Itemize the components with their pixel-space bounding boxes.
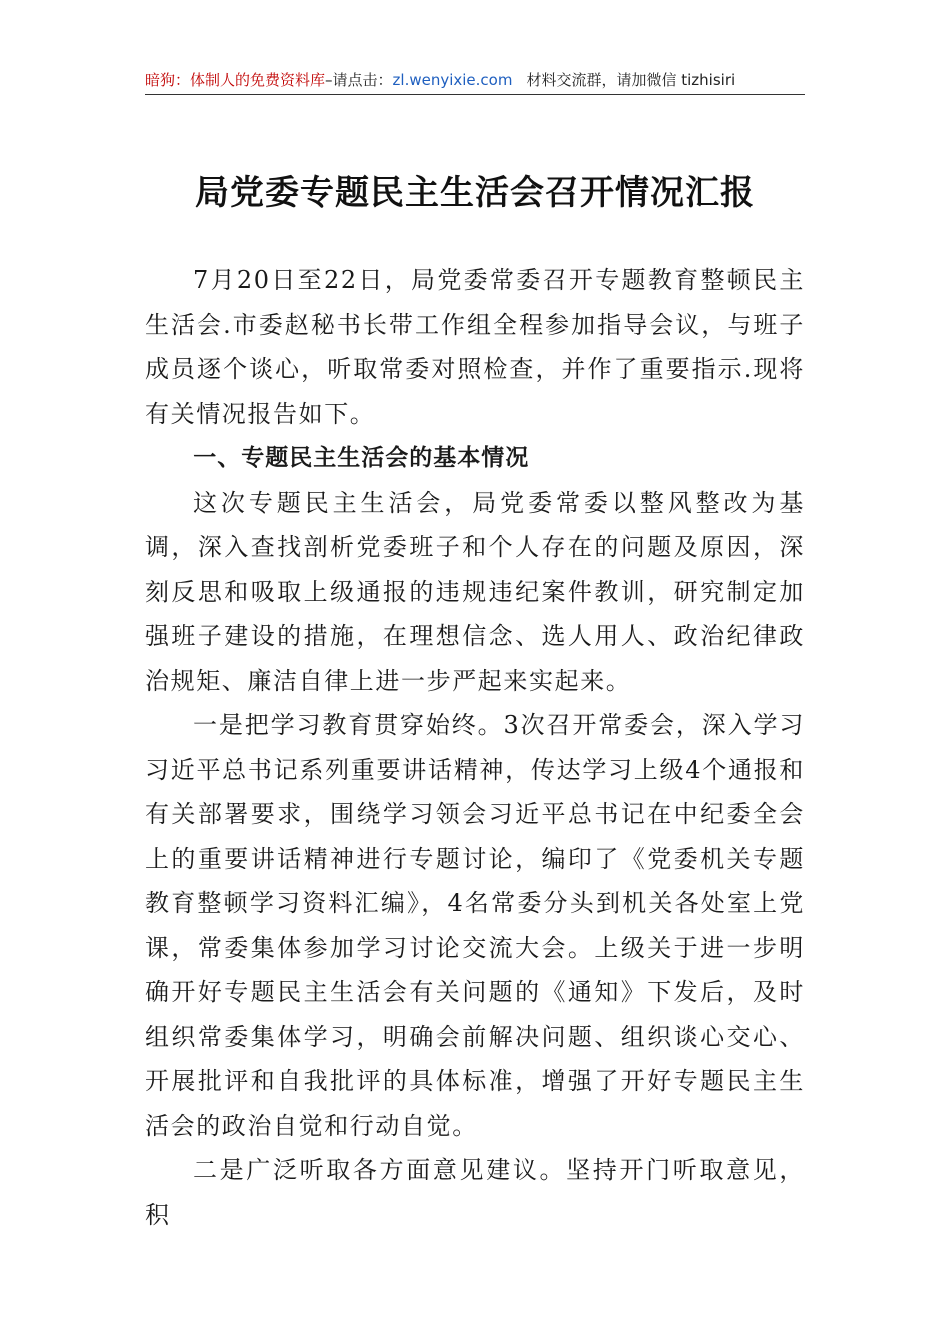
body-paragraph: 一是把学习教育贯穿始终。3次召开常委会，深入学习习近平总书记系列重要讲话精神，传达学习上级4个通报和有关部署要求，围绕学习领会习近平总书记在中纪委全会上的重要讲话精神进行专题讨论，编印了《党委机关专题教育整顿学习资料汇编》，4名常委分头到机关各处室上党课，常委集体参加学习讨论交流大会。上级关于进一步明确开好专题民主生活会有关问题的《通知》下发后，及时组织常委集体学习，明确会前解决问题、组织谈心交心、开展批评和自我批评的具体标准，增强了开好专题民主生活会的政治自觉和行动自觉。 xyxy=(145,711,805,1140)
intro-paragraph: 7月20日至22日，局党委常委召开专题教育整顿民主生活会.市委赵秘书长带工作组全程参加指导会议，与班子成员逐个谈心，听取常委对照检查，并作了重要指示.现将有关情况报告如下。 xyxy=(145,266,805,428)
body-paragraph: 这次专题民主生活会，局党委常委以整风整改为基调，深入查找剖析党委班子和个人存在的问题及原因，深刻反思和吸取上级通报的违规违纪案件教训，研究制定加强班子建设的措施，在理想信念、选人用人、政治纪律政治规矩、廉洁自律上进一步严起来实起来。 xyxy=(145,488,805,695)
document-title: 局党委专题民主生活会召开情况汇报 xyxy=(195,173,755,213)
header-site-link[interactable]: zl.wenyixie.com xyxy=(392,71,513,89)
header-bar xyxy=(145,66,805,95)
header-click-prompt: –请点击： xyxy=(325,71,393,89)
document-body xyxy=(145,258,805,1237)
header-brand: 暗狗：体制人的免费资料库 xyxy=(145,71,326,89)
header-group-note: 材料交流群，请加微信 tizhisiri xyxy=(526,71,736,89)
section-heading: 一、专题民主生活会的基本情况 xyxy=(193,445,530,471)
body-paragraph: 二是广泛听取各方面意见建议。坚持开门听取意见，积 xyxy=(145,1156,805,1229)
